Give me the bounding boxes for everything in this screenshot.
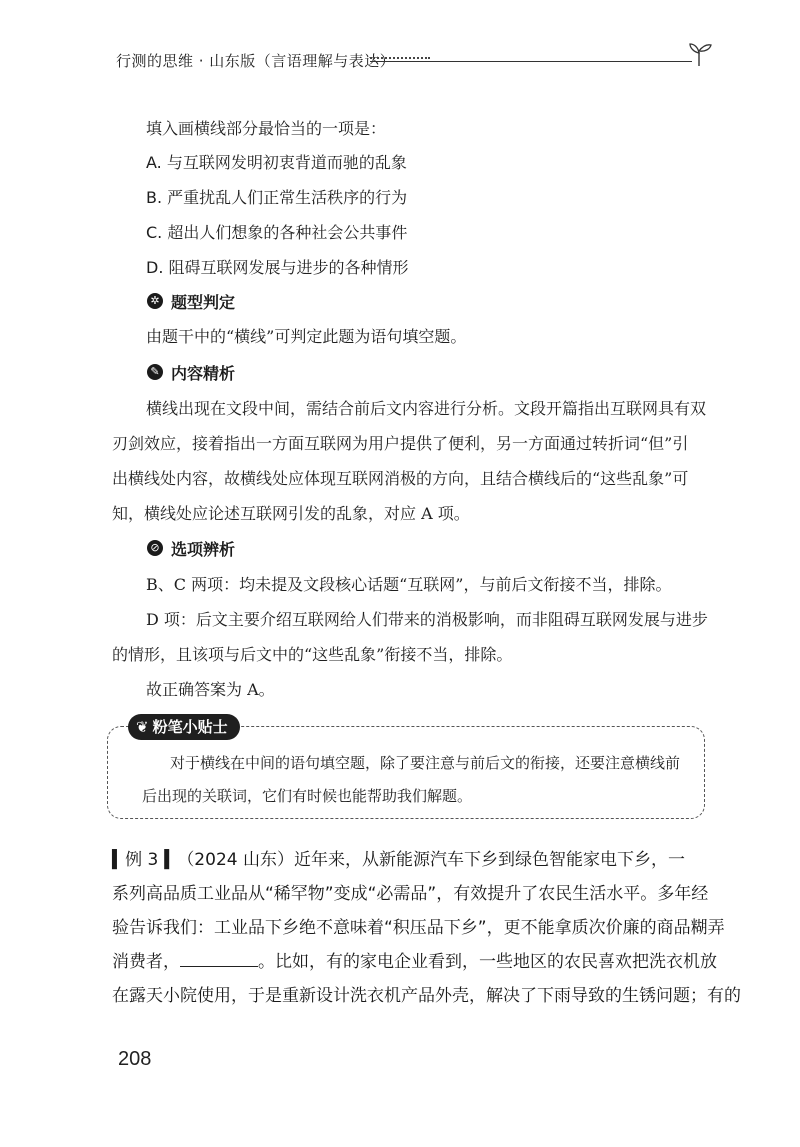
tip-label <box>128 714 240 740</box>
section-title-content-analysis: 内容精析 <box>171 364 236 383</box>
example-text: 。比如，有的家电企业看到，一些地区的农民喜欢把洗衣机放 <box>258 952 717 972</box>
header-dotted-rule <box>370 57 430 59</box>
answer-blank <box>180 950 258 967</box>
answer-line: 故正确答案为 A。 <box>146 680 275 699</box>
example-marker-bar: ▍ <box>112 850 126 870</box>
example-line <box>112 950 717 974</box>
running-header-title: 行测的思维 · 山东版（言语理解与表达） <box>116 52 396 70</box>
option-d: D. 阻碍互联网发展与进步的各种情形 <box>146 258 409 277</box>
example-line: 验告诉我们：工业品下乡绝不意味着“积压品下乡”，更不能拿质次价廉的商品糊弄 <box>112 918 725 938</box>
leaf-icon: ❦ <box>136 718 149 736</box>
option-a: A. 与互联网发明初衷背道而驰的乱象 <box>146 153 407 172</box>
section-title-type-judge: 题型判定 <box>171 293 236 312</box>
pen-icon: ✎ <box>147 364 163 380</box>
header-rule <box>370 61 692 62</box>
content-analysis-line: 横线出现在文段中间，需结合前后文内容进行分析。文段开篇指出互联网具有双 <box>146 399 707 418</box>
example-marker: 例 3 <box>125 850 159 870</box>
tip-line: 后出现的关联词，它们有时候也能帮助我们解题。 <box>142 787 473 805</box>
question-prompt: 填入画横线部分最恰当的一项是： <box>146 119 387 138</box>
example-line <box>112 848 685 872</box>
tip-label-text: 粉笔小贴士 <box>152 718 228 736</box>
example-text: 消费者， <box>112 952 180 972</box>
option-analysis-icon: ⊘ <box>147 540 163 556</box>
example-line: 在露天小院使用，于是重新设计洗衣机产品外壳，解决了下雨导致的生锈问题；有的 <box>112 986 741 1006</box>
tip-line: 对于横线在中间的语句填空题，除了要注意与前后文的衔接，还要注意横线前 <box>170 754 681 772</box>
option-analysis-line: 的情形，且该项与后文中的“这些乱象”衔接不当，排除。 <box>112 645 513 664</box>
gear-icon: ✲ <box>147 293 163 309</box>
example-line: 系列高品质工业品从“稀罕物”变成“必需品”，有效提升了农民生活水平。多年经 <box>112 884 709 904</box>
option-b: B. 严重扰乱人们正常生活秩序的行为 <box>146 188 408 207</box>
content-analysis-line: 出横线处内容，故横线处应体现互联网消极的方向，且结合横线后的“这些乱象”可 <box>112 469 689 488</box>
page-number: 208 <box>118 1048 152 1070</box>
option-analysis-line: B、C 两项：均未提及文段核心话题“互联网”，与前后文衔接不当，排除。 <box>146 575 672 594</box>
example-text: （2024 山东）近年来，从新能源汽车下乡到绿色智能家电下乡，一 <box>177 850 685 870</box>
example-marker-bar: ▍ <box>158 850 178 870</box>
content-analysis-line: 刃剑效应，接着指出一方面互联网为用户提供了便利，另一方面通过转折词“但”引 <box>112 434 689 453</box>
content-analysis-line: 知，横线处应论述互联网引发的乱象，对应 A 项。 <box>112 504 470 523</box>
section-title-option-analysis: 选项辨析 <box>171 540 236 559</box>
sprout-icon <box>684 38 714 68</box>
option-c: C. 超出人们想象的各种社会公共事件 <box>146 223 408 242</box>
type-judge-text: 由题干中的“横线”可判定此题为语句填空题。 <box>146 327 467 346</box>
option-analysis-line: D 项：后文主要介绍互联网给人们带来的消极影响，而非阻碍互联网发展与进步 <box>146 610 708 629</box>
